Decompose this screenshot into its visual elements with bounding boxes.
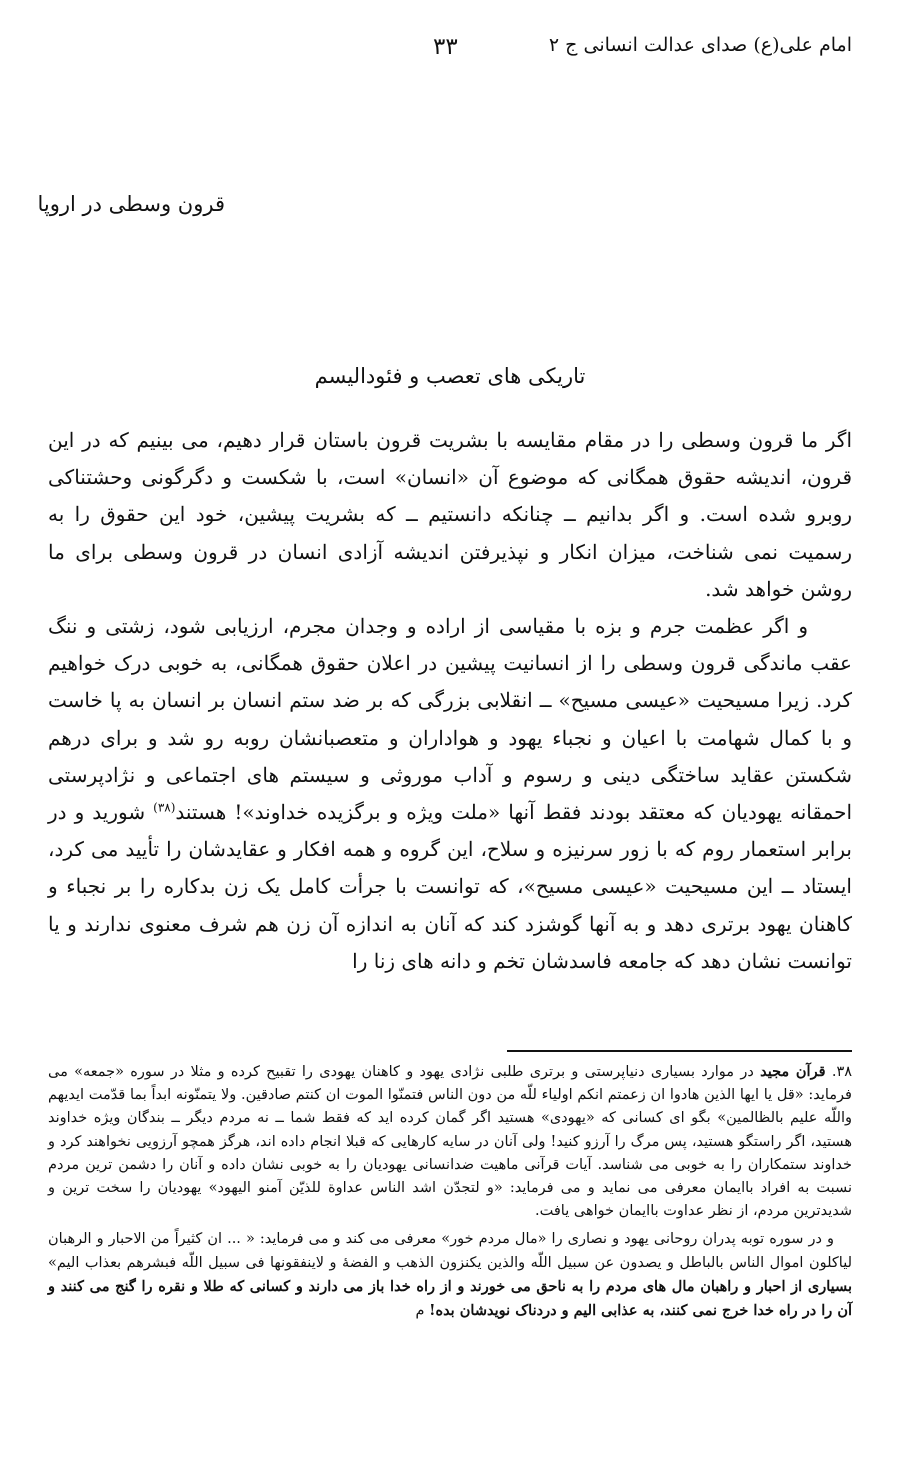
paragraph-2-part-2: شورید و در برابر استعمار روم که با زور سرنیزه و سلاح، این گروه و همه افکار و عقایدشان را تأیید می کرد، ایستاد ــ این مسیحیت «عیسی مسیح»، که توانست با جرأت کامل یک زن بدکاره را بر نجباء و کاهنان یهود برتری دهد و به آنها گوشزد کند که آنان به اندازه آن زن هم شرف معنوی ندارند و یا توانست نشان دهد که جامعه فاسدشان تخم و دانه های زنا را	[48, 800, 853, 973]
main-text	[48, 422, 852, 980]
footnote-translator-mark: م	[415, 1303, 430, 1320]
paragraph-2-part-1: و اگر عظمت جرم و بزه با مقیاسی از اراده و وجدان مجرم، ارزیابی شود، زشتی و ننگ عقب ماندگی قرون وسطی را از انسانیت پیشین در اعلان حقوق همگانی، به خوبی درک خواهیم کرد. زیرا مسیحیت «عیسی مسیح» ــ انقلابی بزرگی که بر ضد ستم انسان بر انسان به پا خاست و با کمال شهامت با اعیان و نجباء یهود و هواداران و متعصبانشان روبه رو شد و برای درهم شکستن عقاید ساختگی دینی و رسوم و آداب موروثی و سیستم های اجتماعی و نژادپرستی احمقانه یهودیان که معتقد بودند فقط آنها «ملت ویژه و برگزیده خداوند»! هستند	[48, 614, 852, 825]
paragraph-2	[48, 608, 852, 980]
chapter-title: قرون وسطی در اروپا	[37, 192, 225, 216]
section-title: تاریکی های تعصب و فئودالیسم	[314, 364, 586, 388]
footnote-number: ۳۸.	[831, 1064, 853, 1080]
footnote-divider	[507, 1050, 852, 1052]
running-header	[48, 34, 852, 68]
footnote-translation: بسیاری از احبار و راهبان مال های مردم را به ناحق می خورند و از راه خدا باز می دارند و کسانی که طلا و نقره را گنج می کنند و آن را در راه خدا خرج نمی کنند، به عذابی الیم و دردناک نویدشان بده!	[48, 1277, 852, 1320]
footnote-source: قرآن مجید	[760, 1063, 826, 1080]
paragraph-1: اگر ما قرون وسطی را در مقام مقایسه با بشریت قرون باستان قرار دهیم، می بینیم که در این قرون، اندیشه حقوق همگانی که موضوع آن «انسان» است، با شکست و دگرگونی وحشتناکی روبرو شده است. و اگر بدانیم ــ چنانکه دانستیم ــ که بشریت پیشین، خود این حقوق را به رسمیت نمی شناخت، میزان انکار و نپذیرفتن اندیشه آزادی انسان در قرون وسطی برای ما روشن خواهد شد.	[48, 428, 853, 601]
footnote-quote: و در سوره توبه پدران روحانی یهود و نصاری را «مال مردم خور» معرفی می کند و می فرماید: « ... ان کثیراً من الاحبار و الرهبان لیاکلون اموال الناس بالباطل و یصدون عن سبیل اللّه والذین یکنزون الذهب و الفضهٔ و لاینفقونها فی سبیل اللّه فبشرهم بعذاب الیم»	[48, 1231, 852, 1271]
footnote-38	[48, 1060, 852, 1223]
footnote-text: در موارد بسیاری دنیاپرستی و برتری طلبی نژادی یهود و کاهنان یهودی را تقبیح کرده و مثلا در سوره «جمعه» می فرماید: «قل یا ایها الذین هادوا ان زعمتم انکم اولیاء للّه من دون الناس فتمنّوا الموت ان کنتم صادقین. ولا یتمنّونه ابداً بما قدّمت ایدیهم واللّه علیم بالظالمین» بگو ای کسانی که «یهودی» هستید اگر گمان کرده اید که فقط شما ــ نه مردم دیگر ــ بندگان ویژه خداوند هستید، اگر راستگو هستید، پس مرگ را آرزو کنید! ولی آنان در سایه کارهایی که قبلا انجام داده اند، هرگز همچو آرزویی نخواهند کرد و خداوند ستمکاران را به خوبی می شناسد. آیات قرآنی ماهیت ضدانسانی یهودیان را به خوبی نشان داده و آنان را دشمن ترین مردم نسبت به افراد باایمان معرفی می نماید و می فرماید: «و لتجدّن اشد الناس عداوة للذیّن آمنو الیهود» یهودیان را سخت ترین و شدیدترین مردم، از نظر عداوت باایمان خواهی یافت.	[48, 1064, 852, 1220]
running-title: امام علی(ع) صدای عدالت انسانی ج ۲	[548, 34, 852, 56]
footnotes	[48, 1060, 852, 1323]
page-number: ۳۳	[433, 34, 458, 60]
footnote-38-continuation	[48, 1228, 852, 1323]
footnote-reference-38[interactable]: (۳۸)	[153, 800, 176, 815]
